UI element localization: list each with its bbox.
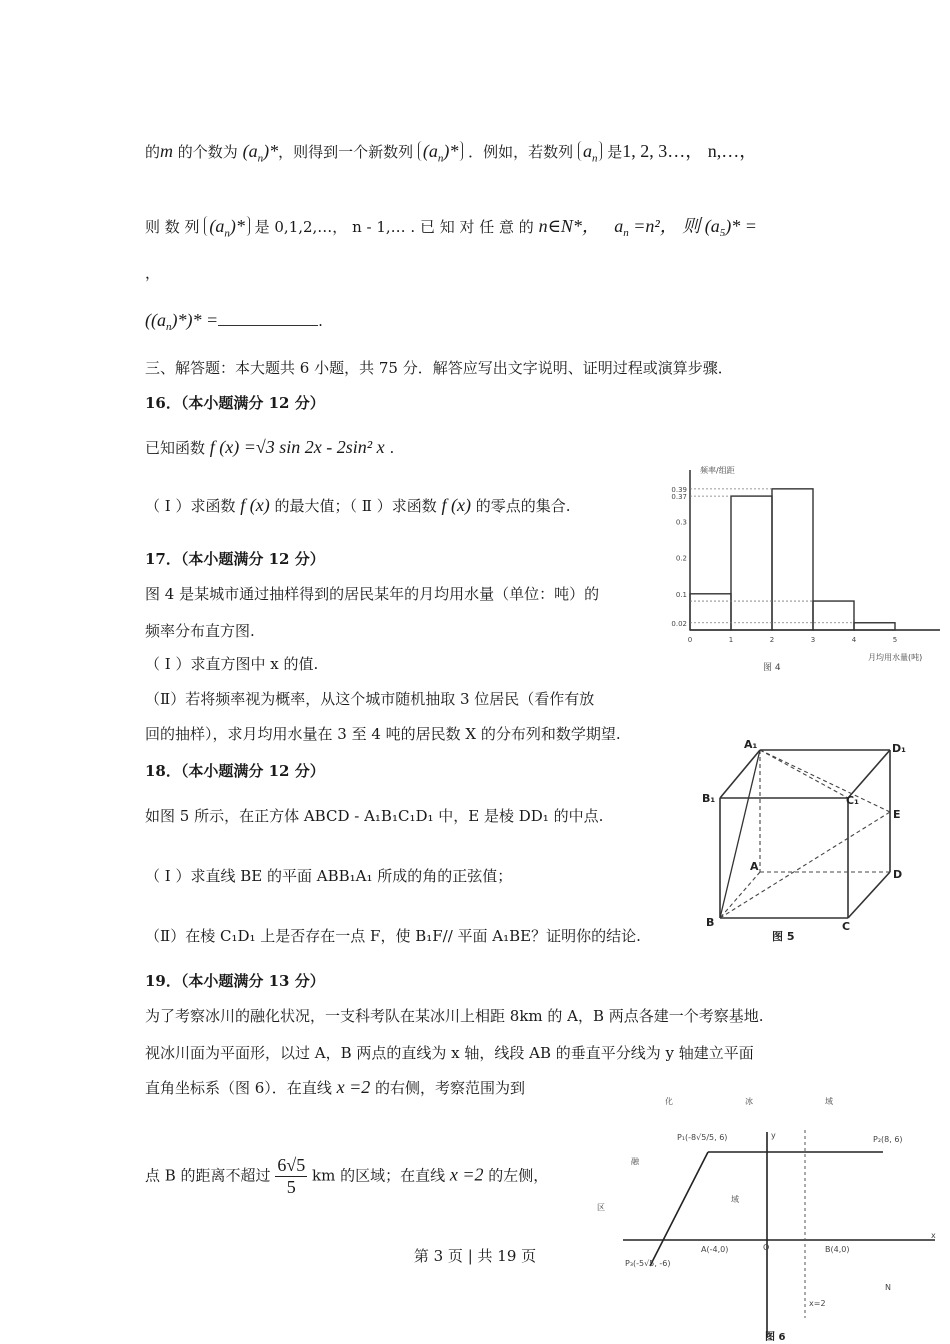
x-tick-label: 1 [728,636,734,644]
x-axis-label: x [931,1231,936,1240]
y-tick-label: 0.1 [675,590,687,599]
q18-line-c: （Ⅱ）在棱 C₁D₁ 上是否存在一点 F，使 B₁F// 平面 A₁BE？证明你的结论. [145,927,641,945]
q17-line-e: 回的抽样），求月均用水量在 3 至 4 吨的居民数 X 的分布列和数学期望. [145,725,621,743]
vertex-label-D1: D₁ [892,742,906,755]
q18-heading: 18．（本小题满分 12 分） [145,762,325,780]
point-P1: P₁(-8√5/5, 6) [677,1133,728,1142]
figure-caption: 图 6 [765,1332,786,1343]
q19-line-c: 直角坐标系（图 6）．在直线 x =2 的右侧，考察范围为到 [145,1077,526,1097]
point-P3: P₃(-5√5, -6) [625,1259,671,1268]
vertex-label-C: C [842,920,851,933]
y-tick-label: 0.37 [671,493,687,502]
x-axis-label: 月均用水量(吨) [868,653,923,662]
q16-parts: （ Ⅰ ）求函数 f (x) 的最大值；（ Ⅱ ）求函数 f (x) 的零点的集合. [145,495,571,515]
q18-line-a: 如图 5 所示，在正方体 ABCD - A₁B₁C₁D₁ 中，E 是棱 DD₁ 的中点. [145,807,604,825]
histogram-bar [854,623,895,630]
right-label: N [885,1283,891,1292]
q17-line-b: 频率分布直方图. [145,622,255,640]
q16-stem: 已知函数 f (x) =√3 sin 2x - 2sin² x . [145,437,395,457]
vertex-label-A1: A₁ [744,740,758,751]
q17-line-a: 图 4 是某城市通过抽样得到的居民某年的月均用水量（单位：吨）的 [145,585,600,603]
q17-heading: 17．（本小题满分 12 分） [145,550,325,568]
y-tick-label: 0.2 [675,554,687,563]
q18-line-b: （ Ⅰ ）求直线 BE 的平面 ABB₁A₁ 所成的角的正弦值； [145,867,513,885]
vertex-label-C1: C₁ [846,794,859,807]
point-P2: P₂(8, 6) [873,1135,903,1144]
text-line-1: 的m 的个数为 $(a_n)*$，则得到一个新数列 $(a_n)*$ ．例如，若数列 $a_n$ 是1, 2, 3…， n,…， [145,141,758,165]
vertex-label-D: D [893,868,903,881]
vertex-label-B: B [706,916,715,929]
region-label-2: 冰 [745,1097,753,1106]
answer-blank[interactable] [218,311,318,326]
histogram-bar [731,496,772,630]
vertex-label-A: A [750,860,759,873]
left-label-2: 区 [597,1203,605,1212]
histogram-figure [650,462,940,677]
vertex-label-E: E [893,808,901,821]
q16-heading: 16．（本小题满分 12 分） [145,394,325,412]
q19-heading: 19．（本小题满分 13 分） [145,972,325,990]
left-label-1: 融 [631,1157,639,1166]
q17-line-d: （Ⅱ）若将频率视为概率，从这个城市随机抽取 3 位居民（看作有放 [145,690,595,708]
y-tick-label: 0.3 [675,518,687,527]
point-B: B(4,0) [825,1245,850,1254]
q17-line-c: （ Ⅰ ）求直方图中 x 的值. [145,655,319,673]
inner-label: 域 [731,1195,739,1204]
origin-label: O [763,1243,770,1252]
x-tick-label: 5 [892,636,898,644]
y-axis-label: y [771,1131,776,1140]
fraction: $\frac{6√5}{5}$ [277,1155,306,1197]
q19-line-a: 为了考察冰川的融化状况，一支科考队在某冰川上相距 8km 的 A，B 两点各建一个考察基地. [145,1007,764,1025]
text-line-3: ， [145,264,161,282]
cube-figure [700,740,910,945]
region-label-1: 化 [665,1097,673,1106]
histogram-bar [772,489,813,630]
text-line-4: $((a_n)*)*$ = . [145,310,323,333]
vertex-label-B1: B₁ [702,792,716,805]
coordinate-figure [595,1090,940,1344]
y-tick-label: 0.39 [671,485,687,494]
point-A: A(-4,0) [701,1245,729,1254]
histogram-bar [690,594,731,630]
page-footer: 第 3 页 | 共 19 页 [413,1247,537,1265]
x-tick-label: 4 [851,636,857,644]
x-tick-label: 0 [687,636,693,644]
region-label-3: 域 [825,1097,833,1106]
text-line-2: 则 数 列 $(a_n)*$ 是 0,1,2,…， n - 1,… . 已 知 对 任 意 的 n∈N*， $a_n =n^2$， 则 $(a_5)*$ = [145,216,757,240]
q19-line-e: 点 B 的距离不超过 $\frac{6√5}{5}$ km 的区域；在直线 x =2 的左侧， [145,1155,549,1197]
y-tick-label: 0.02 [671,619,687,628]
q19-line-b: 视冰川面为平面形，以过 A，B 两点的直线为 x 轴，线段 AB 的垂直平分线为 y 轴建立平面 [145,1044,754,1062]
x-line-label: x=2 [809,1299,826,1308]
x-tick-label: 2 [769,636,775,644]
x-tick-label: 3 [810,636,816,644]
section-3-heading: 三、解答题：本大题共 6 小题，共 75 分．解答应写出文字说明、证明过程或演算步骤． [145,359,733,377]
y-axis-label: 频率/组距 [700,466,735,475]
figure-caption: 图 5 [772,930,795,943]
figure-caption: 图 4 [763,663,781,673]
histogram-bar [813,601,854,630]
